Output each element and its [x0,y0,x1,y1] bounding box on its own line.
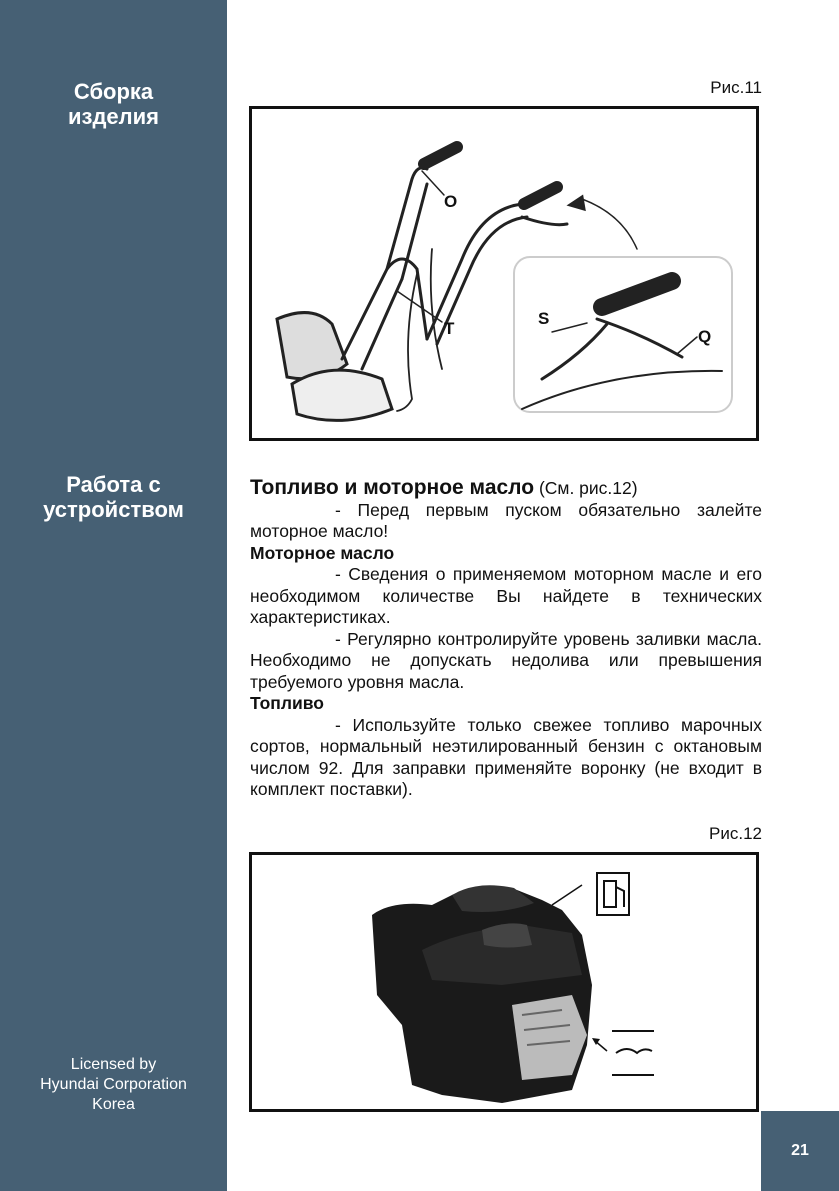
intro-paragraph: - Перед первым пуском обязательно залейте моторное масло! [250,499,762,541]
sidebar [0,0,227,1191]
section-heading-operation [0,472,227,522]
label-o: O [444,192,458,211]
fuel-paragraph-1: - Используйте только свежее топливо марочных сортов, нормальный неэтилированный бензин с октановым числом 92. Для заправки применяйте воронку (не входит в комплект поставки). [250,714,762,799]
heading-line: изделия [68,104,159,129]
section-heading-assembly [0,79,227,129]
license-line: Licensed by [70,1056,157,1073]
license-line: Hyundai Corporation [40,1076,187,1093]
page-number: 21 [761,1111,839,1191]
label-q: Q [698,327,712,346]
license-line: Korea [92,1096,135,1113]
heading-line: Работа с [66,472,161,497]
figure-12-caption: Рис.12 [709,824,762,843]
fuel-heading: Топливо [250,693,324,713]
section-title-ref: (См. рис.12) [538,478,638,498]
heading-line: устройством [43,497,184,522]
handlebar-illustration [252,109,756,438]
label-t: T [444,319,455,338]
section-title: Топливо и моторное масло [250,476,535,499]
license-note [0,1055,227,1115]
oil-paragraph-2: - Регулярно контролируйте уровень заливки масла. Необходимо не допускать недолива или превышения требуемого уровня масла. [250,628,762,692]
figure-11-handlebar-diagram [249,106,759,441]
engine-illustration [252,855,756,1109]
figure-11-caption: Рис.11 [710,78,762,97]
fuel-oil-section [250,477,762,801]
oil-level-icon [616,1049,652,1053]
oil-heading: Моторное масло [250,542,395,563]
oil-paragraph-1: - Сведения о применяемом моторном масле и его необходимом количестве Вы найдете в технических характеристиках. [250,564,762,627]
figure-12-engine-photo [249,852,759,1112]
label-s: S [538,309,550,328]
heading-line: Сборка [73,79,154,104]
